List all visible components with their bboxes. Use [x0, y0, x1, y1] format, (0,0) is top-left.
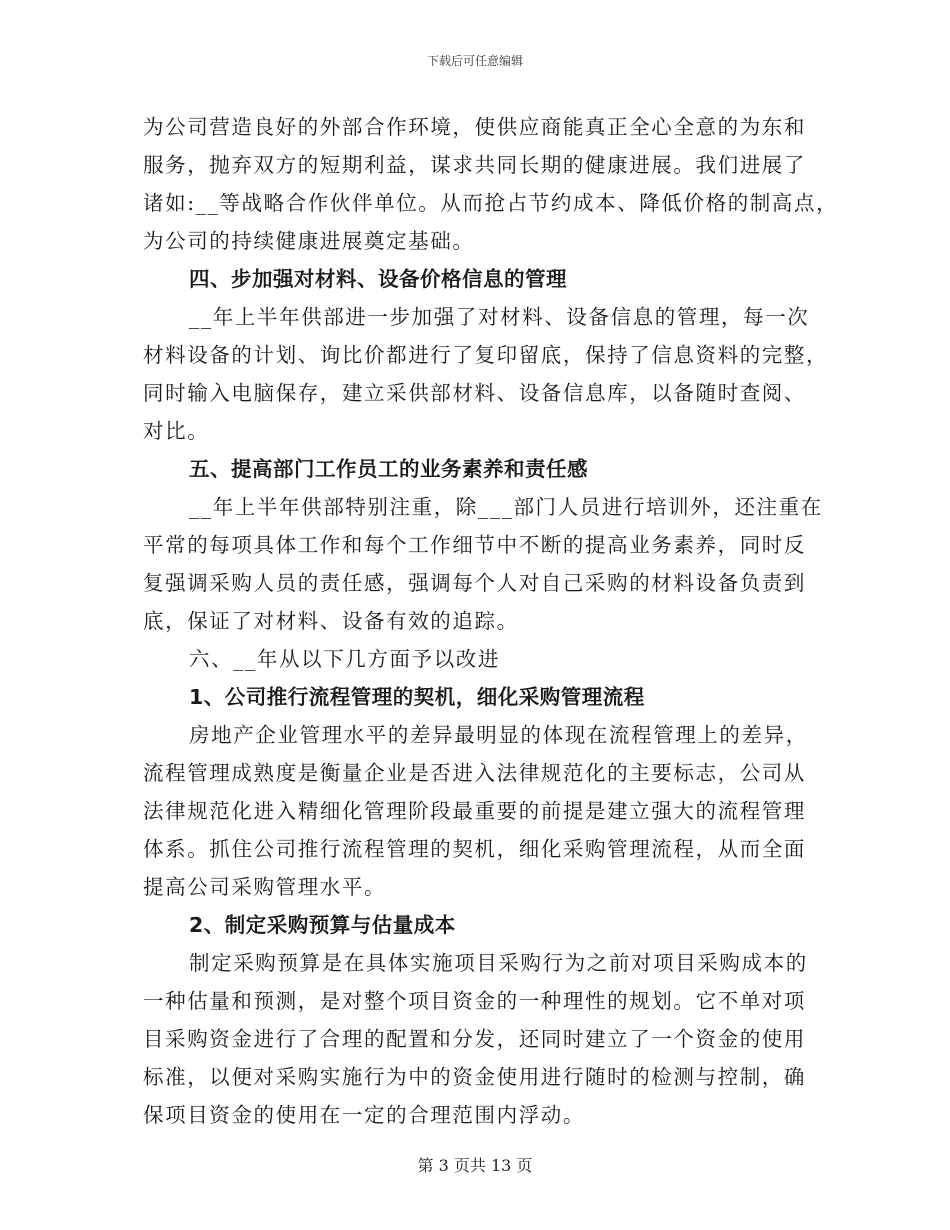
paragraph-line: 平常的每项具体工作和每个工作细节中不断的提高业务素养，同时反: [143, 533, 806, 557]
paragraph-line: 六、__年从以下几方面予以改进: [189, 647, 500, 671]
document-body: [143, 108, 839, 1134]
paragraph-line: 材料设备的计划、询比价都进行了复印留底，保持了信息资料的完整，: [143, 343, 829, 367]
paragraph-line: 复强调采购人员的责任感，强调每个人对自己采购的材料设备负责到: [143, 571, 806, 595]
paragraph-line: 提高公司采购管理水平。: [143, 875, 387, 899]
page-number: 第 3 页共 13 页: [417, 1156, 533, 1175]
paragraph-line: 为公司营造良好的外部合作环境，使供应商能真正全心全意的为东和: [143, 115, 806, 139]
paragraph-line: __年上半年供部进一步加强了对材料、设备信息的管理，每一次: [189, 305, 810, 329]
paragraph-line: 对比。: [143, 419, 210, 443]
paragraph-line: 房地产企业管理水平的差异最明显的体现在流程管理上的差异，: [189, 723, 808, 747]
paragraph-line: 体系。抓住公司推行流程管理的契机，细化采购管理流程，从而全面: [143, 837, 806, 861]
paragraph-line: 为公司的持续健康进展奠定基础。: [143, 229, 475, 253]
paragraph-line: 诸如:__等战略合作伙伴单位。从而抢占节约成本、降低价格的制高点，: [143, 191, 839, 215]
paragraph-line: 一种估量和预测，是对整个项目资金的一种理性的规划。它不单对项: [143, 989, 806, 1013]
paragraph-line: 法律规范化进入精细化管理阶段最重要的前提是建立强大的流程管理: [143, 799, 806, 823]
paragraph-line: 保项目资金的使用在一定的合理范围内浮动。: [143, 1103, 585, 1127]
paragraph-line: 目采购资金进行了合理的配置和分发，还同时建立了一个资金的使用: [143, 1027, 806, 1051]
paragraph-line: 流程管理成熟度是衡量企业是否进入法律规范化的主要标志，公司从: [143, 761, 806, 785]
paragraph-line: __年上半年供部特别注重，除___部门人员进行培训外，还注重在: [189, 495, 823, 519]
paragraph-line: 标准，以便对采购实施行为中的资金使用进行随时的检测与控制，确: [143, 1065, 806, 1089]
section-heading: 1、公司推行流程管理的契机，细化采购管理流程: [189, 685, 645, 709]
paragraph-line: 底，保证了对材料、设备有效的追踪。: [143, 609, 519, 633]
section-heading: 2、制定采购预算与估量成本: [189, 913, 456, 937]
paragraph-line: 服务，抛弃双方的短期利益，谋求共同长期的健康进展。我们进展了: [143, 153, 806, 177]
paragraph-line: 制定采购预算是在具体实施项目采购行为之前对项目采购成本的: [189, 951, 808, 975]
section-heading: 四、步加强对材料、设备价格信息的管理: [189, 267, 567, 291]
page-header-note: 下载后可任意编辑: [426, 54, 523, 68]
paragraph-line: 同时输入电脑保存，建立采供部材料、设备信息库，以备随时查阅、: [143, 381, 806, 405]
section-heading: 五、提高部门工作员工的业务素养和责任感: [189, 457, 588, 481]
